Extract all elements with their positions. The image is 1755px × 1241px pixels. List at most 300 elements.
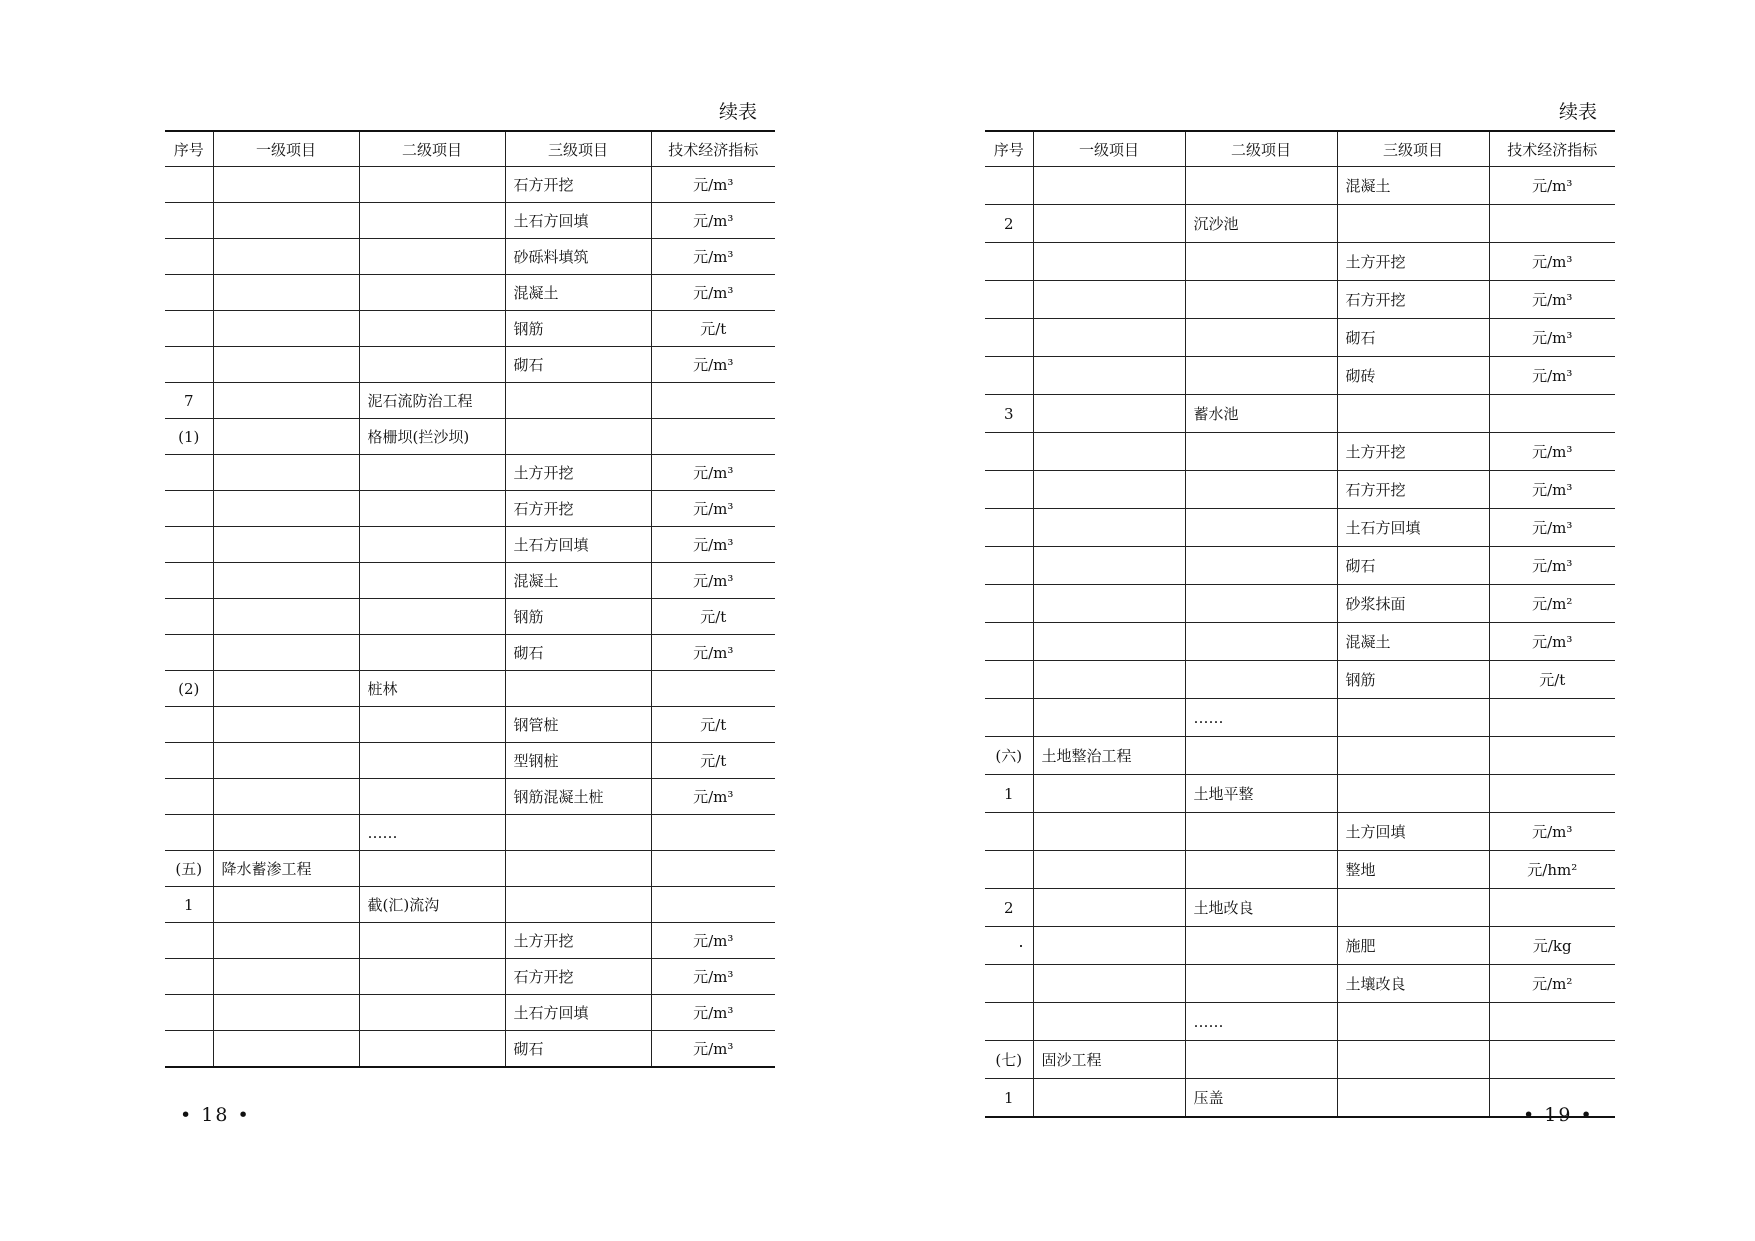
left-page xyxy=(165,100,775,1068)
seq-cell xyxy=(165,167,213,203)
level1-cell xyxy=(213,743,359,779)
level3-cell: 钢筋 xyxy=(505,311,651,347)
indicator-cell xyxy=(1489,699,1615,737)
level3-cell: 钢管桩 xyxy=(505,707,651,743)
indicator-cell: 元/m³ xyxy=(1489,167,1615,205)
seq-cell xyxy=(165,707,213,743)
level2-cell xyxy=(1185,927,1337,965)
seq-cell xyxy=(985,281,1033,319)
level2-cell: 截(汇)流沟 xyxy=(359,887,505,923)
indicator-cell: 元/t xyxy=(1489,661,1615,699)
level3-cell: 土石方回填 xyxy=(1337,509,1489,547)
seq-cell xyxy=(985,623,1033,661)
level1-cell xyxy=(213,491,359,527)
table-row xyxy=(985,965,1615,1003)
seq-cell xyxy=(165,203,213,239)
seq-cell xyxy=(165,527,213,563)
level3-cell: 土方开挖 xyxy=(1337,243,1489,281)
table-row xyxy=(985,205,1615,243)
level2-cell xyxy=(359,347,505,383)
header-level1: 一级项目 xyxy=(213,131,359,167)
seq-cell xyxy=(165,275,213,311)
table-row xyxy=(165,851,775,887)
level3-cell xyxy=(505,887,651,923)
header-seq: 序号 xyxy=(165,131,213,167)
level1-cell xyxy=(1033,547,1185,585)
header-level3: 三级项目 xyxy=(1337,131,1489,167)
page-number-left: • 18 • xyxy=(180,1104,251,1126)
level1-cell xyxy=(213,1031,359,1068)
level2-cell xyxy=(1185,243,1337,281)
level3-cell: 砌石 xyxy=(1337,319,1489,357)
level2-cell xyxy=(359,923,505,959)
level2-cell xyxy=(359,1031,505,1068)
left-table-body xyxy=(165,167,775,1068)
level3-cell xyxy=(1337,1041,1489,1079)
seq-cell xyxy=(985,585,1033,623)
indicator-cell: 元/t xyxy=(651,599,775,635)
level3-cell: 土石方回填 xyxy=(505,995,651,1031)
right-table-body xyxy=(985,167,1615,1118)
indicator-cell xyxy=(651,851,775,887)
level3-cell: 混凝土 xyxy=(1337,623,1489,661)
level3-cell xyxy=(505,815,651,851)
level1-cell xyxy=(1033,395,1185,433)
level1-cell xyxy=(1033,471,1185,509)
level2-cell: 格栅坝(拦沙坝) xyxy=(359,419,505,455)
seq-cell xyxy=(985,509,1033,547)
table-row xyxy=(165,743,775,779)
level3-cell: 整地 xyxy=(1337,851,1489,889)
level2-cell xyxy=(1185,851,1337,889)
level2-cell: 沉沙池 xyxy=(1185,205,1337,243)
indicator-cell: 元/m³ xyxy=(651,275,775,311)
level3-cell xyxy=(1337,1003,1489,1041)
table-row xyxy=(985,547,1615,585)
indicator-cell: 元/m³ xyxy=(651,491,775,527)
indicator-cell: 元/m³ xyxy=(1489,357,1615,395)
level3-cell: 土石方回填 xyxy=(505,527,651,563)
table-row xyxy=(165,311,775,347)
level2-cell: 土地改良 xyxy=(1185,889,1337,927)
level2-cell xyxy=(1185,433,1337,471)
level3-cell: 石方开挖 xyxy=(505,491,651,527)
level2-cell xyxy=(359,563,505,599)
table-row xyxy=(165,995,775,1031)
seq-cell: 1 xyxy=(985,775,1033,813)
level2-cell xyxy=(359,599,505,635)
level3-cell: 钢筋 xyxy=(505,599,651,635)
level1-cell xyxy=(213,815,359,851)
table-row xyxy=(985,623,1615,661)
table-row xyxy=(985,319,1615,357)
header-row xyxy=(985,131,1615,167)
level1-cell xyxy=(213,563,359,599)
level1-cell xyxy=(1033,167,1185,205)
level1-cell xyxy=(213,455,359,491)
level2-cell xyxy=(1185,585,1337,623)
seq-cell xyxy=(165,599,213,635)
level1-cell xyxy=(213,239,359,275)
seq-cell xyxy=(985,813,1033,851)
level3-cell xyxy=(1337,205,1489,243)
seq-cell: 2 xyxy=(985,205,1033,243)
indicator-cell: 元/m³ xyxy=(651,455,775,491)
level3-cell: 施肥 xyxy=(1337,927,1489,965)
level1-cell xyxy=(213,527,359,563)
indicator-cell xyxy=(651,671,775,707)
indicator-cell: 元/m³ xyxy=(1489,243,1615,281)
level3-cell: 土方回填 xyxy=(1337,813,1489,851)
table-row xyxy=(165,707,775,743)
seq-cell xyxy=(985,243,1033,281)
seq-cell: (1) xyxy=(165,419,213,455)
level3-cell: 型钢桩 xyxy=(505,743,651,779)
continued-label: 续表 xyxy=(718,101,757,123)
indicator-cell: 元/t xyxy=(651,707,775,743)
level3-cell xyxy=(505,419,651,455)
level1-cell xyxy=(1033,243,1185,281)
level2-cell: …… xyxy=(1185,1003,1337,1041)
level1-cell xyxy=(1033,281,1185,319)
level3-cell xyxy=(505,671,651,707)
level1-cell xyxy=(1033,205,1185,243)
level2-cell: 蓄水池 xyxy=(1185,395,1337,433)
level1-cell xyxy=(213,707,359,743)
table-row xyxy=(985,1041,1615,1079)
indicator-cell: 元/m³ xyxy=(651,1031,775,1068)
level3-cell xyxy=(505,851,651,887)
indicator-cell: 元/m³ xyxy=(651,995,775,1031)
level1-cell xyxy=(213,383,359,419)
level2-cell xyxy=(359,275,505,311)
level1-cell xyxy=(1033,965,1185,1003)
seq-cell xyxy=(985,357,1033,395)
level3-cell: 土壤改良 xyxy=(1337,965,1489,1003)
level2-cell xyxy=(359,239,505,275)
indicator-cell xyxy=(651,419,775,455)
level1-cell xyxy=(213,311,359,347)
indicator-cell xyxy=(1489,395,1615,433)
indicator-cell xyxy=(1489,889,1615,927)
indicator-cell: 元/kg xyxy=(1489,927,1615,965)
indicator-cell: 元/m³ xyxy=(651,203,775,239)
table-row xyxy=(985,889,1615,927)
level3-cell: 土石方回填 xyxy=(505,203,651,239)
seq-cell: 3 xyxy=(985,395,1033,433)
level1-cell xyxy=(1033,1003,1185,1041)
table-row xyxy=(165,599,775,635)
indicator-cell: 元/hm² xyxy=(1489,851,1615,889)
indicator-cell xyxy=(651,887,775,923)
level3-cell xyxy=(505,383,651,419)
level2-cell: 泥石流防治工程 xyxy=(359,383,505,419)
table-row xyxy=(985,851,1615,889)
level2-cell xyxy=(1185,319,1337,357)
indicator-cell xyxy=(1489,1003,1615,1041)
table-row xyxy=(165,167,775,203)
level3-cell: 石方开挖 xyxy=(505,167,651,203)
header-level2: 二级项目 xyxy=(1185,131,1337,167)
indicator-cell: 元/m³ xyxy=(1489,813,1615,851)
table-row xyxy=(985,775,1615,813)
seq-cell xyxy=(985,471,1033,509)
level3-cell xyxy=(1337,889,1489,927)
level2-cell xyxy=(359,203,505,239)
level2-cell: …… xyxy=(1185,699,1337,737)
level2-cell xyxy=(359,851,505,887)
indicator-cell: 元/t xyxy=(651,311,775,347)
indicator-cell xyxy=(1489,737,1615,775)
indicator-cell: 元/m³ xyxy=(1489,623,1615,661)
indicator-cell xyxy=(1489,1041,1615,1079)
table-row xyxy=(985,357,1615,395)
table-row xyxy=(985,927,1615,965)
level3-cell: 石方开挖 xyxy=(1337,281,1489,319)
table-row xyxy=(165,779,775,815)
seq-cell: (七) xyxy=(985,1041,1033,1079)
level2-cell xyxy=(1185,547,1337,585)
level2-cell: 压盖 xyxy=(1185,1079,1337,1118)
seq-cell: 1 xyxy=(165,887,213,923)
level1-cell xyxy=(1033,433,1185,471)
header-level3: 三级项目 xyxy=(505,131,651,167)
seq-cell xyxy=(985,319,1033,357)
level3-cell: 砌石 xyxy=(505,1031,651,1068)
table-row xyxy=(985,661,1615,699)
level1-cell xyxy=(1033,509,1185,547)
indicator-cell: 元/m² xyxy=(1489,585,1615,623)
indicator-cell: 元/m³ xyxy=(1489,547,1615,585)
level1-cell xyxy=(213,671,359,707)
seq-cell: 2 xyxy=(985,889,1033,927)
continued-label: 续表 xyxy=(1558,101,1597,123)
level2-cell xyxy=(1185,813,1337,851)
level1-cell xyxy=(1033,1079,1185,1118)
table-row xyxy=(985,433,1615,471)
level3-cell xyxy=(1337,699,1489,737)
seq-cell xyxy=(985,1003,1033,1041)
seq-cell xyxy=(985,699,1033,737)
level1-cell xyxy=(213,779,359,815)
level2-cell: 桩林 xyxy=(359,671,505,707)
table-row xyxy=(985,243,1615,281)
indicator-cell: 元/m³ xyxy=(651,527,775,563)
level1-cell xyxy=(1033,927,1185,965)
level1-cell xyxy=(1033,775,1185,813)
level1-cell: 固沙工程 xyxy=(1033,1041,1185,1079)
level2-cell xyxy=(1185,623,1337,661)
level2-cell xyxy=(1185,509,1337,547)
header-level2: 二级项目 xyxy=(359,131,505,167)
level1-cell: 土地整治工程 xyxy=(1033,737,1185,775)
seq-cell: 1 xyxy=(985,1079,1033,1118)
level3-cell: 石方开挖 xyxy=(505,959,651,995)
seq-cell: (六) xyxy=(985,737,1033,775)
level2-cell xyxy=(1185,737,1337,775)
level3-cell: 混凝土 xyxy=(505,563,651,599)
seq-cell: (五) xyxy=(165,851,213,887)
table-row xyxy=(165,275,775,311)
level1-cell xyxy=(1033,585,1185,623)
table-row xyxy=(985,167,1615,205)
level2-cell xyxy=(359,311,505,347)
level1-cell: 降水蓄渗工程 xyxy=(213,851,359,887)
level3-cell: 砌石 xyxy=(505,635,651,671)
table-row xyxy=(165,383,775,419)
level1-cell xyxy=(1033,851,1185,889)
indicator-cell xyxy=(651,383,775,419)
table-row xyxy=(985,585,1615,623)
table-row xyxy=(165,347,775,383)
level1-cell xyxy=(213,599,359,635)
level2-cell xyxy=(1185,357,1337,395)
level2-cell xyxy=(359,959,505,995)
level1-cell xyxy=(1033,889,1185,927)
level3-cell xyxy=(1337,1079,1489,1118)
indicator-cell: 元/m³ xyxy=(1489,319,1615,357)
seq-cell xyxy=(985,167,1033,205)
level1-cell xyxy=(213,635,359,671)
table-row xyxy=(165,1031,775,1068)
level2-cell xyxy=(1185,965,1337,1003)
level3-cell: 砂浆抹面 xyxy=(1337,585,1489,623)
level3-cell: 砂砾料填筑 xyxy=(505,239,651,275)
level3-cell: 混凝土 xyxy=(505,275,651,311)
seq-cell xyxy=(165,239,213,275)
level1-cell xyxy=(213,167,359,203)
seq-cell xyxy=(165,995,213,1031)
seq-cell xyxy=(165,815,213,851)
indicator-cell: 元/m³ xyxy=(651,563,775,599)
table-row xyxy=(165,887,775,923)
level1-cell xyxy=(213,203,359,239)
seq-cell xyxy=(985,851,1033,889)
page-number-right: • 19 • xyxy=(1523,1104,1594,1126)
level2-cell: 土地平整 xyxy=(1185,775,1337,813)
seq-cell xyxy=(165,311,213,347)
table-row xyxy=(985,813,1615,851)
level3-cell: 混凝土 xyxy=(1337,167,1489,205)
level2-cell xyxy=(359,707,505,743)
level2-cell xyxy=(359,167,505,203)
level1-cell xyxy=(213,923,359,959)
level2-cell xyxy=(359,527,505,563)
seq-cell xyxy=(165,743,213,779)
table-row xyxy=(165,419,775,455)
level1-cell xyxy=(1033,661,1185,699)
table-row xyxy=(165,491,775,527)
level2-cell xyxy=(1185,1041,1337,1079)
level3-cell: 土方开挖 xyxy=(505,455,651,491)
indicator-cell: 元/m³ xyxy=(651,347,775,383)
seq-cell: 7 xyxy=(165,383,213,419)
table-row xyxy=(165,203,775,239)
table-row xyxy=(165,923,775,959)
level1-cell xyxy=(1033,623,1185,661)
seq-cell xyxy=(165,959,213,995)
left-table xyxy=(165,130,775,1068)
level3-cell xyxy=(1337,775,1489,813)
level1-cell xyxy=(1033,357,1185,395)
header-indicator: 技术经济指标 xyxy=(651,131,775,167)
right-table xyxy=(985,130,1615,1118)
level1-cell xyxy=(213,275,359,311)
table-row xyxy=(165,563,775,599)
seq-cell xyxy=(165,455,213,491)
header-row xyxy=(165,131,775,167)
table-row xyxy=(985,509,1615,547)
level3-cell: 土方开挖 xyxy=(505,923,651,959)
table-row xyxy=(165,239,775,275)
indicator-cell: 元/m³ xyxy=(651,635,775,671)
table-row xyxy=(165,527,775,563)
indicator-cell: 元/m² xyxy=(1489,965,1615,1003)
seq-cell xyxy=(985,661,1033,699)
level1-cell xyxy=(213,419,359,455)
table-row xyxy=(985,395,1615,433)
seq-cell xyxy=(165,563,213,599)
level3-cell: 石方开挖 xyxy=(1337,471,1489,509)
table-row xyxy=(165,815,775,851)
level2-cell xyxy=(1185,281,1337,319)
level2-cell xyxy=(359,455,505,491)
level3-cell: 砌石 xyxy=(505,347,651,383)
table-row xyxy=(985,699,1615,737)
level3-cell: 砌石 xyxy=(1337,547,1489,585)
indicator-cell: 元/m³ xyxy=(651,959,775,995)
indicator-cell xyxy=(651,815,775,851)
seq-cell xyxy=(985,433,1033,471)
seq-cell xyxy=(165,491,213,527)
level1-cell xyxy=(213,995,359,1031)
table-row xyxy=(165,671,775,707)
seq-cell xyxy=(165,347,213,383)
level2-cell xyxy=(1185,167,1337,205)
table-row xyxy=(165,455,775,491)
table-row xyxy=(165,959,775,995)
level3-cell: 钢筋 xyxy=(1337,661,1489,699)
table-row xyxy=(985,1003,1615,1041)
level3-cell: 钢筋混凝土桩 xyxy=(505,779,651,815)
level2-cell xyxy=(1185,661,1337,699)
table-row xyxy=(165,635,775,671)
seq-cell xyxy=(165,1031,213,1068)
header-level1: 一级项目 xyxy=(1033,131,1185,167)
indicator-cell xyxy=(1489,205,1615,243)
level1-cell xyxy=(1033,699,1185,737)
table-row xyxy=(985,737,1615,775)
indicator-cell: 元/m³ xyxy=(651,779,775,815)
indicator-cell: 元/m³ xyxy=(651,923,775,959)
header-seq: 序号 xyxy=(985,131,1033,167)
level3-cell xyxy=(1337,737,1489,775)
indicator-cell: 元/t xyxy=(651,743,775,779)
level3-cell: 土方开挖 xyxy=(1337,433,1489,471)
indicator-cell: 元/m³ xyxy=(651,167,775,203)
level1-cell xyxy=(213,887,359,923)
level1-cell xyxy=(213,347,359,383)
table-row xyxy=(985,471,1615,509)
level2-cell xyxy=(359,491,505,527)
seq-cell xyxy=(165,635,213,671)
level1-cell xyxy=(1033,813,1185,851)
seq-cell xyxy=(985,965,1033,1003)
seq-cell: (2) xyxy=(165,671,213,707)
seq-cell xyxy=(985,927,1033,965)
level2-cell xyxy=(359,995,505,1031)
level2-cell xyxy=(359,743,505,779)
